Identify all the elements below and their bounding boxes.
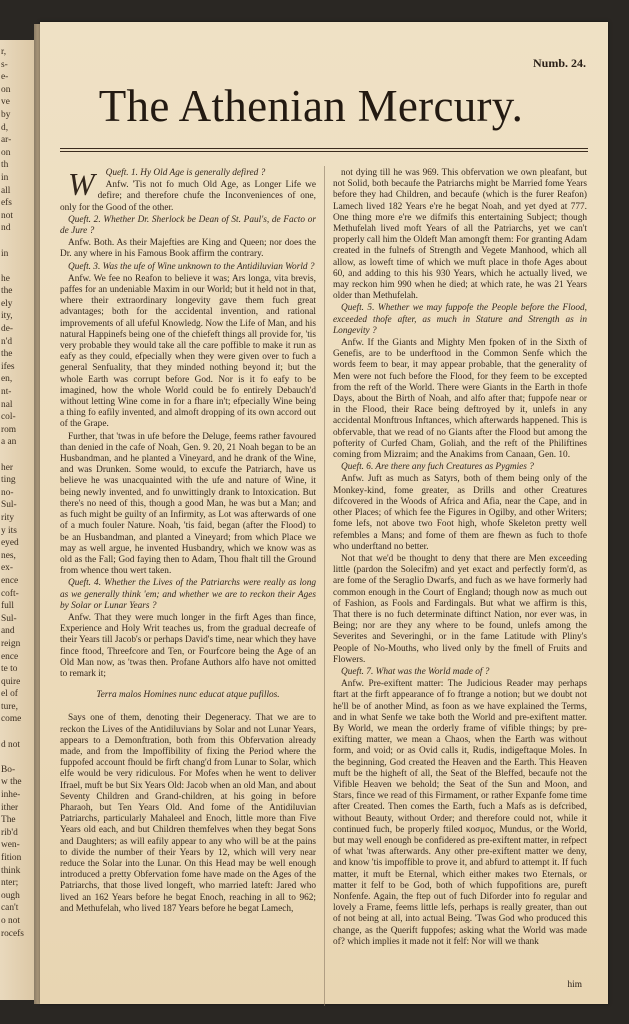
paragraph-text: Anfw. That they were much longer in the firft Ages than fince, Experience and Holy Writ teaches us, from the gradual decreafe of their Years till Jacob's or perhaps David's time, near which they have fince ftood, Threefcore and Ten, or Fourfcore being the Age of an Old Man now, as 'twas then. Profane Authors alfo have not omitted to remark it;: [60, 612, 316, 679]
right-column: [333, 168, 587, 949]
left-page-edge: [0, 40, 34, 1000]
answer-paragraph: [60, 713, 316, 915]
paragraph-text: Anfw. We fee no Reafon to believe it was; Ars longa, vita brevis, paffes for an undeniable Maxim in our World; but it held not in that, where their extraordinary longevity gave them fuch great advantages; both for the accidental invention, and rational improvements of all ufeful Knowledg. Now the Life of Man, and his natural Happinefs being one of the chiefeft things all provide for, 'tis very probable they would take all the care poffible to make it run as eafy as they could, efpecially when they were given over to fuch a general Senfuality, that they minded nothing beyond it; but the whole Earth was corrupt before God. Nor is it fo eafy to be imagined, how the whole World could be fo entirely Debauch'd without letting Wine come in for a fhare in't; efpecially Wine being a thing fo eafily invented, and almoft dropping of its own accord out of the Grape.: [60, 273, 316, 430]
newspaper-page: [40, 22, 608, 1004]
latin-motto: [60, 690, 316, 701]
paragraph-text: Queft. 2. Whether Dr. Sherlock be Dean of St. Paul's, de Facto or de Jure ?: [60, 214, 316, 237]
answer-paragraph: [333, 168, 587, 302]
answer-paragraph: [333, 474, 587, 552]
paragraph-text: Terra malos Homines nunc educat atque pufillos.: [96, 690, 280, 701]
question-paragraph: [333, 667, 587, 678]
paragraph-text: Anfw. If the Giants and Mighty Men fpoken of in the Sixth of Genefis, are to be underftood in the Common Senfe which the words feem to bear, it may appear probable, that the generality of Men were not fuch before the Flood, for they feem to be excepted from the reft of the World. There were Giants in the Earth in thofe Days, about the Birth of Noah, and alfo after that; fuppofe near or in the Flood, their Race being deftroyed by it, unlefs in any accidental Monftrous Inftances, which afterwards happened. This is obfervable, that we read of no Giants after the Flood but among the pofterity of Curfed Cham, Goliah, and the reft of the Philiftines coming from Mizraim; and the Anakims from Canaan, Gen. 10.: [333, 338, 587, 461]
drop-cap: W: [68, 166, 95, 202]
question-paragraph: [333, 303, 587, 337]
question-paragraph: [60, 262, 316, 273]
paragraph-text: not dying till he was 969. This obfervation we own pleafant, but not Solid, both becaufe the Patriarchs might be Married fome Years before they had Children, and becaufe (which is the furer Reafon) Lamech lived 182 Years e're he begat Noah, and yet dyed at 777. One thing more e're we difmifs this entertaining Subject; though Methufelah lived moft Years of all the Patriarchs, yet we can't properly call him the Oldeft Man amongft them: For granting Adam created in the fulnefs of Strength and Vegete Manhood, which all allow, as loweft time of which we muft place in thofe Ages about 60, and adding to this his 930 Years, which he actually lived, we may reckon him 990 when he died; at which rate, he was 21 Years older than Methufelah.: [333, 168, 587, 302]
paragraph-text: Queft. 5. Whether we may fuppofe the People before the Flood, exceeded thofe after, as much in Stature and Strength as in Longevity ?: [333, 303, 587, 336]
paragraph-text: Further, that 'twas in ufe before the Deluge, feems rather favoured than denied in the cafe of Noah, Gen. 9. 20, 21 Noah began to be an Husbandman, and he planted a Vineyard, and he drank of the Wine, and was Drunken. Some would, to excufe the Patriarch, have us believe he was unacquainted with the ufe and nature of Wine, it being newly invented, and fo unwittingly drank to Intoxication. But there's no need of this, though a good Man, he was but a Man; and as fuch might be guilty of an Infirmity, as Lot was afterwards of one of a much fouler Nature. Noah, 'tis faid, began (after the Flood) to be an Husbandman, and planted a Vineyard; from which Place we may as well argue, he invented Husbandry, which we know was as old as the Fall; God faying then to Adam, Thou fhalt till the Ground from whence thou wert taken.: [60, 431, 316, 577]
column-divider: [324, 166, 325, 1006]
answer-paragraph: [333, 679, 587, 948]
paragraph-text: Queft. 7. What was the World made of ?: [341, 666, 490, 677]
paragraph-text: Queft. 3. Was the ufe of Wine unknown to the Antidiluvian World ?: [68, 261, 315, 272]
answer-paragraph: [60, 238, 316, 260]
answer-paragraph: [333, 338, 587, 461]
paragraph-text: Anfw. 'Tis not fo much Old Age, as Longer Life we defire; and therefore chufe the Inconveniences of one, only for the Good of the other.: [60, 180, 316, 213]
answer-paragraph: [60, 180, 316, 214]
answer-paragraph: [60, 274, 316, 431]
paragraph-text: Anfw. Both. As their Majefties are King and Queen; nor does the Dr. any where in his Famous Book affirm the contrary.: [60, 238, 316, 260]
question-paragraph: [60, 215, 316, 237]
masthead-rule-top: [60, 148, 588, 149]
answer-paragraph: [60, 432, 316, 578]
paragraph-text: Anfw. Juft as much as Satyrs, both of them being only of the Monkey-kind, fome greater, as Drills and other Creatures difcovered in the Woods of Africa and Afia, near the Cape, and in other Places; of which fee the Figures in Ogilby, and other Writers; fome lefs, not above two Foot high, whofe Skeleton pretty well refembles a Mans; and fome of them are fhewn as fuch to thofe who underftand no better.: [333, 474, 587, 552]
issue-number: Numb. 24.: [532, 56, 586, 70]
left-column: [60, 168, 316, 916]
question-paragraph: [333, 462, 587, 473]
masthead-rule-bottom: [60, 151, 588, 152]
paragraph-text: Says one of them, denoting their Degeneracy. That we are to reckon the Lives of the Antidiluvians by Solar and not Lunar Years, appears to a Demonftration, both from this Obfervation already made, and from the Impoffibility of fixing the Period where the fuppofed account fhould be firft chang'd from Lunar to Solar, which elfe would be very ridiculous. For Mofes when he went to deliver Ifrael, muft be but Six Years Old: Jacob when an old Man, and about Seventy Children and Grand-children, at his going in before Pharaoh, but Ten Years Old. And fome of the Antidiluvian Patriarchs, particularly Mahaleel and Enoch, little more than Five Years old each, and but Children themfelves when they begat Sons and Daughters; as will eafily appear to any who will be at the pains to divide the number of their Years by 12, which will very near reduce the Solar into the Lunar. On this Head may be well enough introduced a pretty Obfervation fome have made on the Ages of the Patriarchs, that those lived longeft, who married lateft: Jared who lived an 162 Years before he begat Enoch, reaching in all to 962; and Methufelah, who lived 187 Years before he begat Lamech,: [60, 713, 316, 914]
paragraph-text: Queft. 1. Hy Old Age is generally defired ?: [105, 168, 266, 178]
question-paragraph: [60, 578, 316, 612]
paragraph-text: Not that we'd be thought to deny that there are Men exceeding little (pardon the Solecifm) and yet exact and perfectly form'd, as are fome of the Seraglio Dwarfs, and fuch as we have formerly had common enough in the Court of England; though now as much out of Fashion, as Fools and Fardingals. But what we affirm is this, That there is no fuch determinate diftinct Nation, nor ever was, in Being; nor are they any where to be found, unlefs among the Severites and Severinghi, or in the fame Latitude with Pliny's People of No-Mouths, who lived only by the fmell of Fruits and Flowers.: [333, 553, 587, 665]
masthead-title: The Athenian Mercury.: [98, 81, 524, 131]
answer-paragraph: [60, 613, 316, 680]
catchword: him: [567, 980, 582, 990]
left-page-text-fragment: r, s- e- on ve by d, ar- on th in all efs not nd in he the ely ity, de- n'd the ifes en, nt- nal col- rom a an her ting no- Sul- rity y its eyed nes, ex- ence coft- full Sul- and reign ence te to quire el of ture, come d not Bo- w the inhe- ither The rib'd wen- fition think nter; ough can't o not rocefs: [1, 47, 24, 939]
paragraph-text: Queft. 6. Are there any fuch Creatures as Pygmies ?: [341, 462, 534, 473]
answer-paragraph: [333, 554, 587, 666]
paragraph-text: Queft. 4. Whether the Lives of the Patriarchs were really as long as we generally think 'em; and whether we are to reckon their Ages by Solar or Lunar Years ?: [60, 578, 316, 611]
paragraph-text: Anfw. Pre-exiftent matter: The Judicious Reader may perhaps ftart at the firft appearance of fo ftrange a notion; but we doubt not he'll be of another Mind, as foon as we have explained the Terms, and in what Senfe we take both the World and pre-exiftent matter. By World, we mean the orderly frame of vifible things; by pre-exifting matter, we mean a Chaos, when the Earth was without form, and void; or as Ovid calls it, Rudis, indigeftaque Moles. In the beginning, God created the Heaven and the Earth. This Heaven muft be the higheft of all, the Seat of the Bleffed, becaufe not the Vifible Heaven we behold; the Seat of the Sun and Moon, and Stars, fince we read of this Firmament, or rather Expanfe fome time after Created. Then comes the Earth, fuch a Mafs as is defcribed, without Beauty, without Order; and therefore could not, while it continued fuch, be properly ftiled κοσμος, Mundus, or the World, but may well enough be confidered as pre-exiftent matter, in refpect of what 'twas afterwards. Any other pre-exiftent matter we deny, and know 'tis impoffible to prove it, and abfurd to attempt it. If fuch matter, it muft be Eternal, which either makes two Eternals, or matter it felf to be God, both of which fuppofitions are, pureft Nonfenfe. Again, the ftep out of fuch Diforder into fo regular and lovely a Frame, feems little lefs, perhaps is really greater, than out of not being at all, into actual Being. 'Twas God who produced this change, as the Querift fuppofes; asking what the World was made of? which implies it made not it felf: Nor will we thank: [333, 679, 587, 947]
